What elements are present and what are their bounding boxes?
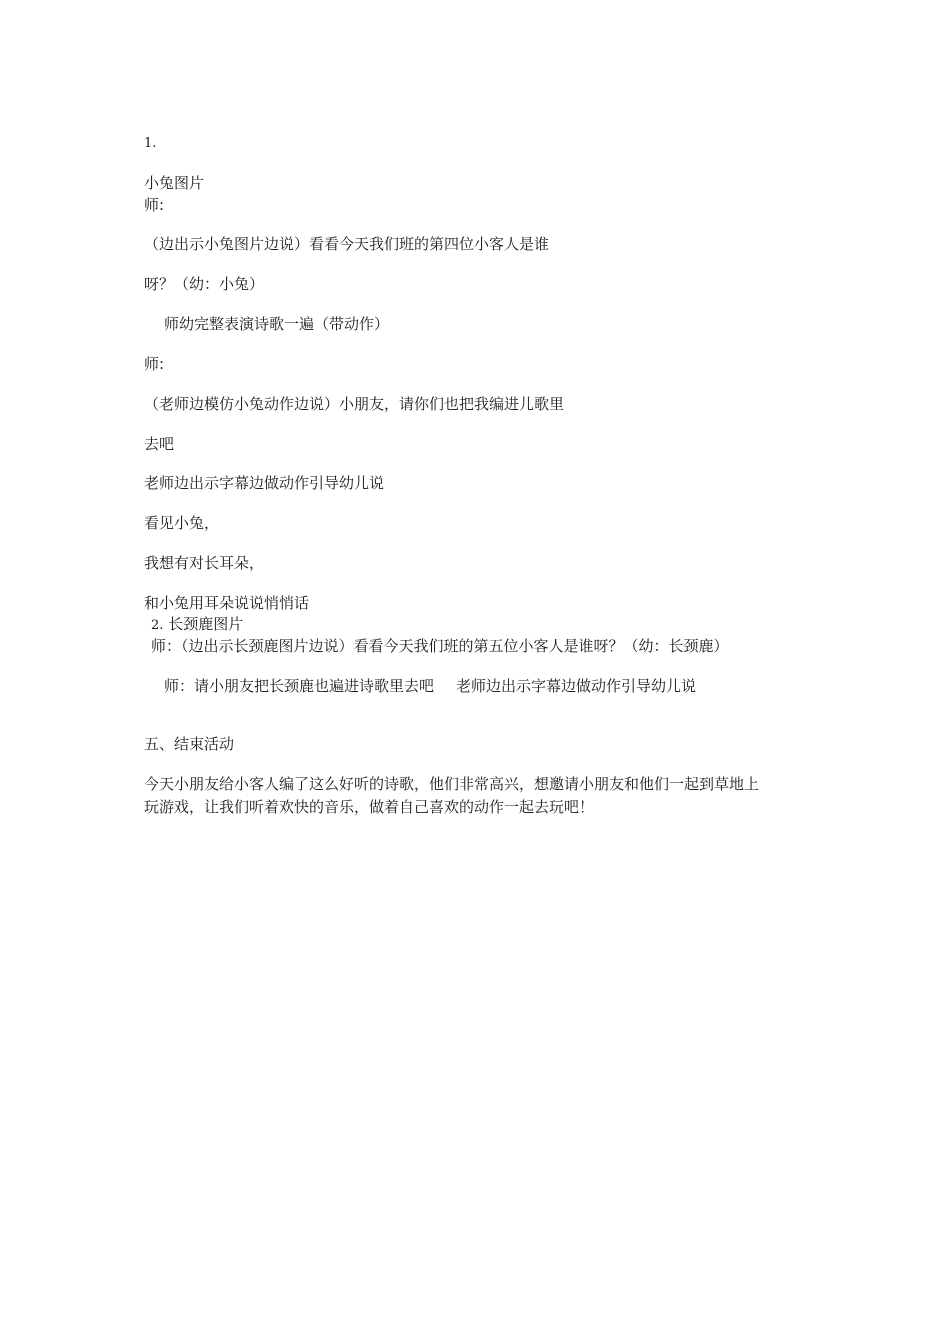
- teacher-label: 师:: [144, 196, 165, 214]
- giraffe-invite-row: [164, 676, 696, 696]
- section-1-number: 1.: [144, 136, 157, 151]
- closing-paragraph-line-2: 玩游戏，让我们听着欢快的音乐，做着自己喜欢的动作一起去玩吧！: [144, 798, 595, 816]
- section-5-heading: 五、结束活动: [144, 735, 235, 753]
- teacher-label-2: 师:: [144, 355, 165, 373]
- imitate-line-2: 去吧: [144, 435, 175, 453]
- poem-line: 和小兔用耳朵说说悄悄话: [144, 594, 310, 612]
- giraffe-guide-line: 老师边出示字幕边做动作引导幼儿说: [456, 677, 697, 695]
- section-2-number: 2.: [151, 618, 164, 633]
- poem-line: 看见小兔，: [144, 514, 220, 532]
- closing-paragraph-line-1: 今天小朋友给小客人编了这么好听的诗歌，他们非常高兴，想邀请小朋友和他们一起到草地上: [144, 775, 760, 793]
- rabbit-intro-line-1: （边出示小兔图片边说）看看今天我们班的第四位小客人是谁: [144, 235, 550, 253]
- perform-line: 师幼完整表演诗歌一遍（带动作）: [164, 315, 390, 333]
- rabbit-intro-line-2: 呀？（幼：小兔）: [144, 275, 265, 293]
- poem-line: 我想有对长耳朵，: [144, 554, 265, 572]
- section-2-heading: [151, 614, 243, 636]
- section-1-title: 小兔图片: [144, 174, 205, 192]
- section-2-title: 长颈鹿图片: [168, 615, 244, 633]
- imitate-line-1: （老师边模仿小兔动作边说）小朋友，请你们也把我编进儿歌里: [144, 395, 565, 413]
- guide-line: 老师边出示字幕边做动作引导幼儿说: [144, 474, 385, 492]
- giraffe-invite-line: 师：请小朋友把长颈鹿也遍进诗歌里去吧: [164, 677, 435, 695]
- giraffe-intro-line: 师：（边出示长颈鹿图片边说）看看今天我们班的第五位小客人是谁呀？（幼：长颈鹿）: [151, 637, 729, 655]
